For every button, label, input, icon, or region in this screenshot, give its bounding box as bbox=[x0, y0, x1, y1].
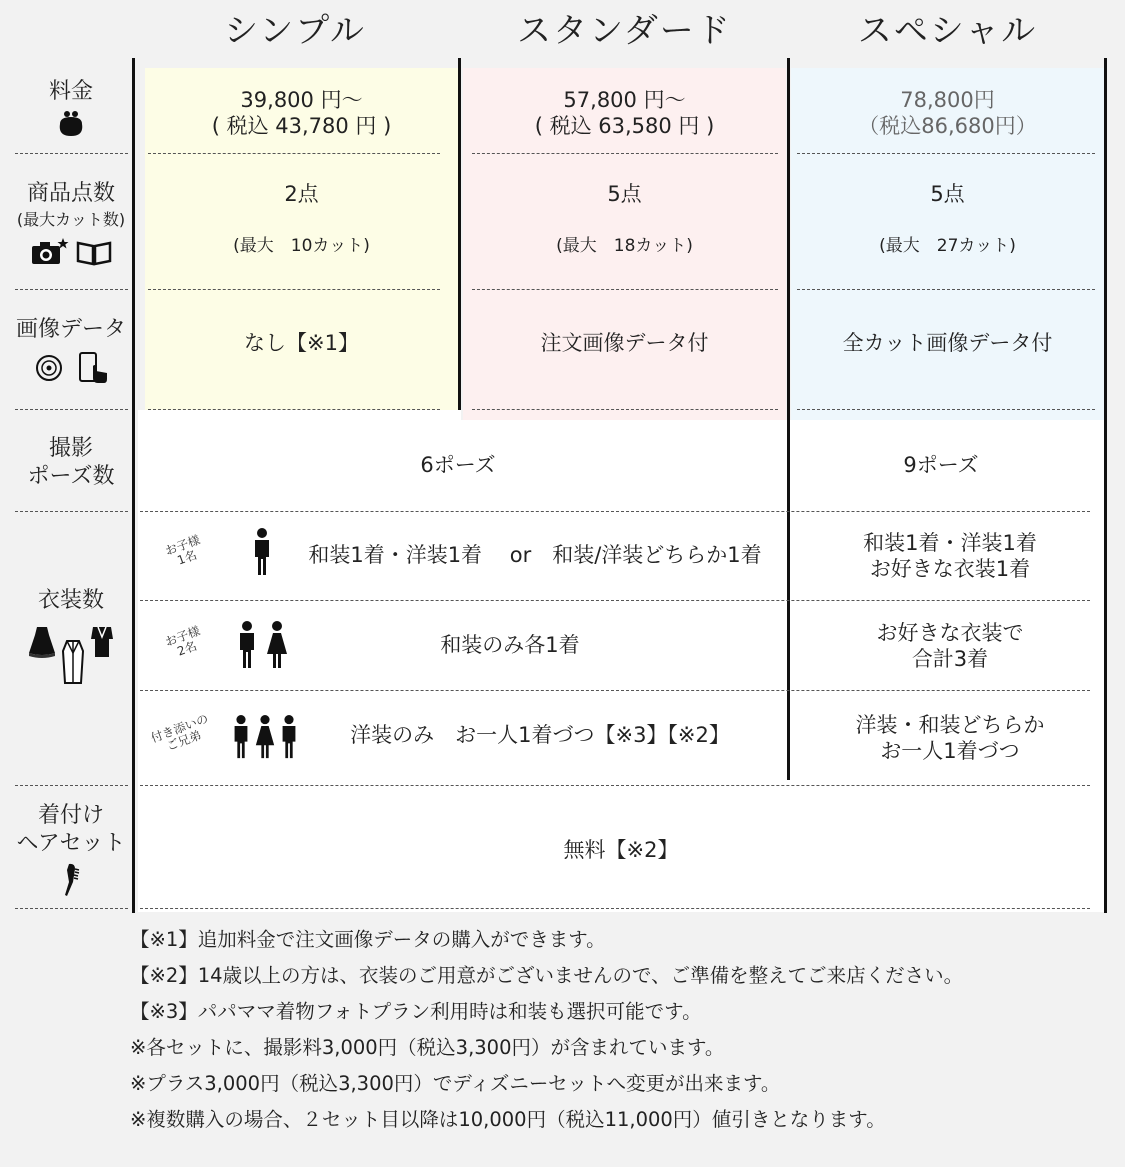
divider-standard-special bbox=[787, 58, 790, 780]
footnote: 【※3】パパママ着物フォトプラン利用時は和装も選択可能です。 bbox=[130, 1000, 702, 1023]
footnote: ※プラス3,000円（税込3,300円）でディズニーセットへ変更が出来ます。 bbox=[130, 1072, 781, 1095]
price-tax: （税込86,680円） bbox=[858, 113, 1037, 138]
phone-tap-icon bbox=[78, 352, 108, 384]
row-divider bbox=[15, 785, 128, 786]
cell-divider bbox=[797, 153, 1095, 154]
costume-tag: お子様 2名 bbox=[163, 623, 202, 659]
price-main: 78,800円 bbox=[900, 87, 995, 112]
footnotes bbox=[130, 922, 1120, 1138]
row-label-text: ポーズ数 bbox=[27, 463, 115, 489]
comb-icon bbox=[61, 862, 81, 898]
costume-special-line: お好きな衣装で bbox=[876, 621, 1024, 645]
costume-tag: お子様 1名 bbox=[163, 532, 202, 568]
data-simple: なし【※1】 bbox=[244, 330, 359, 355]
item-count: 5点 bbox=[930, 182, 965, 206]
costume-two-children-special bbox=[791, 618, 1109, 674]
costume-one-child-special bbox=[791, 528, 1109, 584]
row-label-price bbox=[10, 70, 132, 145]
cell-divider bbox=[148, 153, 440, 154]
dress-icon bbox=[27, 625, 57, 661]
row-divider bbox=[15, 511, 128, 512]
footnote: ※複数購入の場合、２セット目以降は10,000円（税込11,000円）値引きとなります。 bbox=[130, 1108, 886, 1131]
item-max: (最大 18カット) bbox=[556, 236, 693, 256]
item-max: (最大 10カット) bbox=[233, 236, 370, 256]
poses-special: 9ポーズ bbox=[903, 453, 979, 477]
table-body-bg-top bbox=[138, 410, 461, 422]
costume-two-children: 和装のみ各1着 bbox=[440, 633, 580, 657]
cell-divider bbox=[140, 600, 1090, 601]
costume-siblings: 洋装のみ お一人1着づつ【※3】【※2】 bbox=[350, 723, 730, 747]
costume-special-line: 洋装・和装どちらか bbox=[855, 713, 1045, 737]
footnote: 【※2】14歳以上の方は、衣装のご用意がございませんので、ご準備を整えてご来店ください。 bbox=[130, 964, 964, 987]
cell-divider bbox=[148, 409, 440, 410]
person-icon bbox=[250, 527, 274, 577]
kimono-icon bbox=[61, 639, 85, 685]
costume-one-child: 和装1着・洋装1着 or 和装/洋装どちらか1着 bbox=[308, 543, 762, 567]
divider-simple-standard bbox=[458, 58, 461, 410]
row-label-costume bbox=[10, 578, 132, 693]
right-divider bbox=[1104, 58, 1107, 913]
row-label-hair bbox=[10, 800, 132, 900]
poses-combined: 6ポーズ bbox=[420, 453, 496, 477]
price-main: 39,800 円〜 bbox=[240, 87, 363, 112]
price-tax: ( 税込 43,780 円 ) bbox=[211, 113, 392, 138]
person-icon bbox=[235, 620, 289, 670]
row-divider bbox=[15, 153, 128, 154]
footnote: ※各セットに、撮影料3,000円（税込3,300円）が含まれています。 bbox=[130, 1036, 725, 1059]
item-count: 2点 bbox=[284, 182, 319, 206]
row-label-poses bbox=[10, 425, 132, 500]
row-label-data bbox=[5, 305, 137, 395]
cell-divider bbox=[797, 409, 1095, 410]
hair-all-plans: 無料【※2】 bbox=[563, 838, 679, 862]
costume-siblings-special bbox=[791, 710, 1109, 766]
row-divider bbox=[15, 409, 128, 410]
data-standard: 注文画像データ付 bbox=[540, 330, 709, 355]
cell-divider bbox=[472, 409, 778, 410]
cell-divider bbox=[140, 690, 1090, 691]
item-count: 5点 bbox=[607, 182, 642, 206]
row-label-text: 撮影 bbox=[48, 435, 93, 461]
kimono-icon bbox=[89, 625, 115, 659]
row-divider bbox=[15, 289, 128, 290]
cell-divider bbox=[140, 908, 1090, 909]
footnote: 【※1】追加料金で注文画像データの購入ができます。 bbox=[130, 928, 606, 951]
cell-divider bbox=[797, 289, 1095, 290]
plan-header-simple: シンプル bbox=[224, 11, 366, 51]
item-max: (最大 27カット) bbox=[879, 236, 1016, 256]
price-tax: ( 税込 63,580 円 ) bbox=[534, 113, 715, 138]
items-simple bbox=[145, 165, 458, 275]
book-icon bbox=[76, 238, 112, 266]
plan-header-special: スペシャル bbox=[857, 11, 1038, 51]
cell-divider bbox=[472, 153, 778, 154]
row-label-text: 料金 bbox=[48, 78, 93, 104]
row-label-items bbox=[5, 168, 137, 278]
costume-special-line: 合計3着 bbox=[911, 647, 989, 671]
camera-icon bbox=[30, 236, 70, 266]
costume-special-line: お好きな衣装1着 bbox=[869, 557, 1031, 581]
cell-divider bbox=[148, 289, 440, 290]
price-standard bbox=[463, 80, 786, 145]
cell-divider bbox=[472, 289, 778, 290]
row-label-sub: (最大カット数) bbox=[16, 210, 126, 229]
purse-icon bbox=[56, 110, 86, 138]
row-label-text: 画像データ bbox=[15, 317, 126, 342]
items-standard bbox=[463, 165, 786, 275]
price-special bbox=[791, 80, 1104, 145]
disc-icon bbox=[34, 353, 64, 383]
person-icon bbox=[230, 712, 300, 762]
costume-special-line: 和装1着・洋装1着 bbox=[863, 531, 1037, 555]
plan-header-standard: スタンダード bbox=[517, 11, 732, 51]
row-label-text: 商品点数 bbox=[26, 181, 115, 206]
price-main: 57,800 円〜 bbox=[563, 87, 686, 112]
price-simple bbox=[145, 80, 458, 145]
costume-special-line: お一人1着づつ bbox=[880, 739, 1020, 763]
cell-divider bbox=[140, 785, 1090, 786]
costume-tag: 付き添いの ご兄弟 bbox=[149, 711, 211, 754]
cell-divider bbox=[140, 511, 1090, 512]
items-special bbox=[791, 165, 1104, 275]
row-label-text: 衣装数 bbox=[37, 587, 104, 613]
row-label-text: ヘアセット bbox=[16, 831, 126, 856]
data-special: 全カット画像データ付 bbox=[842, 330, 1053, 355]
row-divider bbox=[15, 908, 128, 909]
row-label-text: 着付け bbox=[37, 803, 104, 828]
